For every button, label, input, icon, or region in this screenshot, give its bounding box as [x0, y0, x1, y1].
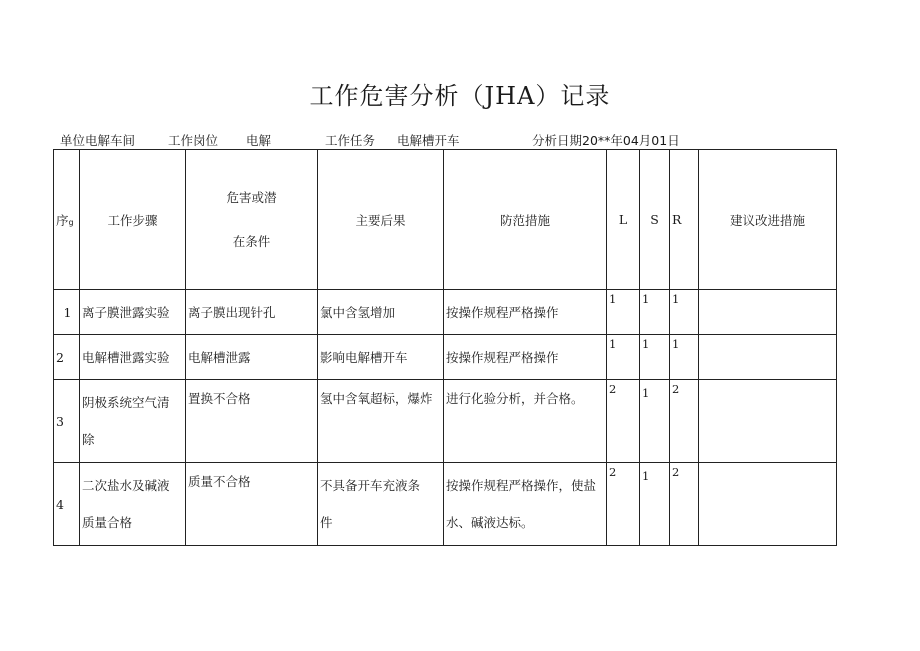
task-value: 电解槽开车 [397, 133, 460, 148]
unit-label: 单位电解车间 [60, 133, 136, 148]
row-S: 1 [640, 290, 670, 335]
row-consequence: 不具备开车充液条 件 [318, 463, 444, 546]
header-step: 工作步骤 [80, 150, 186, 290]
row-measures: 进行化验分析，并合格。 [444, 380, 607, 463]
table-row [54, 335, 837, 380]
row-measures: 按操作规程严格操作 [444, 335, 607, 380]
table-row [54, 380, 837, 463]
row-R: 1 [670, 290, 699, 335]
row-suggest [699, 335, 837, 380]
row-S: 1 [640, 380, 670, 463]
analysis-date: 分析日期20**年04月01日 [532, 133, 680, 148]
row-measures: 按操作规程严格操作，使盐 水、碱液达标。 [444, 463, 607, 546]
header-seq: 序g [54, 150, 80, 290]
row-L: 1 [607, 335, 640, 380]
row-number: 3 [54, 380, 80, 463]
row-suggest [699, 463, 837, 546]
header-R: R [670, 150, 699, 290]
header-suggest: 建议改进措施 [699, 150, 837, 290]
row-L: 2 [607, 380, 640, 463]
jha-table [53, 149, 837, 546]
header-S: S [640, 150, 670, 290]
row-S: 1 [640, 463, 670, 546]
row-R: 2 [670, 380, 699, 463]
post-label: 工作岗位 [168, 133, 219, 148]
row-hazard: 置换不合格 [186, 380, 318, 463]
row-step: 二次盐水及碱液 质量合格 [80, 463, 186, 546]
row-consequence: 氯中含氢增加 [318, 290, 444, 335]
table-row [54, 463, 837, 546]
post-value: 电解 [246, 133, 272, 148]
row-suggest [699, 290, 837, 335]
row-step: 离子膜泄露实验 [80, 290, 186, 335]
row-hazard: 离子膜出现针孔 [186, 290, 318, 335]
row-L: 2 [607, 463, 640, 546]
row-step: 阴极系统空气清 除 [80, 380, 186, 463]
row-measures: 按操作规程严格操作 [444, 290, 607, 335]
header-hazard: 危害或潜 在条件 [186, 150, 318, 290]
row-S: 1 [640, 335, 670, 380]
header-row [54, 150, 837, 290]
page-title: 工作危害分析（JHA）记录 [309, 82, 611, 110]
row-suggest [699, 380, 837, 463]
task-label: 工作任务 [325, 133, 376, 148]
row-R: 1 [670, 335, 699, 380]
row-hazard: 质量不合格 [186, 463, 318, 546]
header-L: L [607, 150, 640, 290]
row-R: 2 [670, 463, 699, 546]
table-row [54, 290, 837, 335]
row-consequence: 氢中含氧超标，爆炸 [318, 380, 444, 463]
row-number: 1 [54, 290, 80, 335]
row-number: 4 [54, 463, 80, 546]
header-measures: 防范措施 [444, 150, 607, 290]
row-step: 电解槽泄露实验 [80, 335, 186, 380]
row-hazard: 电解槽泄露 [186, 335, 318, 380]
row-L: 1 [607, 290, 640, 335]
row-number: 2 [54, 335, 80, 380]
header-consequence: 主要后果 [318, 150, 444, 290]
row-consequence: 影响电解槽开车 [318, 335, 444, 380]
